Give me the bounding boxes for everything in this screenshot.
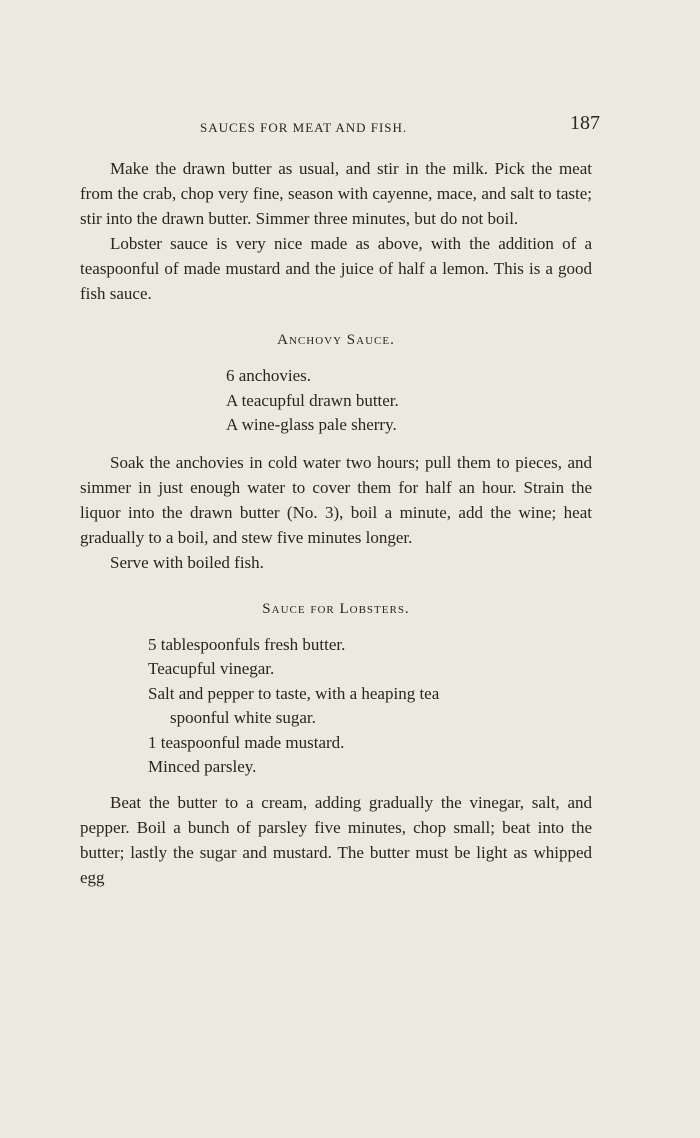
crab-paragraph: Make the drawn butter as usual, and stir in the milk. Pick the meat from the crab, chop very fine, season with cayenne, mace, and salt to taste; stir into the drawn butter. Simmer three minutes, but do not boil. [80, 159, 592, 228]
lobster-sauce-heading: Sauce for Lobsters. [262, 600, 410, 617]
ingredient-item: 6 anchovies. [226, 366, 311, 385]
ingredient-item: 5 tablespoonfuls fresh butter. [148, 634, 346, 654]
page-header [80, 112, 600, 142]
ingredient-item: A wine-glass pale sherry. [226, 415, 397, 434]
running-head: SAUCES FOR MEAT AND FISH. [200, 120, 408, 135]
page-body [80, 156, 592, 890]
ingredient-item: 1 teaspoonful made mustard. [148, 732, 345, 752]
anchovy-sauce-heading: Anchovy Sauce. [277, 332, 395, 348]
ingredient-item: A teacupful drawn butter. [226, 390, 399, 410]
anchovy-serve-note: Serve with boiled fish. [110, 552, 264, 572]
anchovy-ingredient-list [80, 364, 592, 438]
ingredient-item: Minced parsley. [148, 757, 257, 776]
ingredient-item: Teacupful vinegar. [148, 659, 275, 678]
page-number: 187 [570, 112, 600, 134]
ingredient-item-continuation: spoonful white sugar. [170, 708, 316, 727]
anchovy-method: Soak the anchovies in cold water two hours; pull them to pieces, and simmer in just enough water to cover them for half an hour. Strain the liquor into the drawn butter (No. 3), boil a minute, add the wine; heat gradually to a boil, and stew five minutes longer. [80, 452, 592, 547]
ingredient-item: Salt and pepper to taste, with a heaping tea [148, 683, 440, 703]
lobster-ingredient-list [80, 633, 592, 780]
lobster-paragraph: Lobster sauce is very nice made as above, with the addition of a teaspoonful of made mustard and the juice of half a lemon. This is a good fish sauce. [80, 234, 592, 303]
lobster-method: Beat the butter to a cream, adding gradually the vinegar, salt, and pepper. Boil a bunch of parsley five minutes, chop small; beat into the butter; lastly the sugar and mustard. The butter must be light as whipped egg [80, 792, 592, 887]
